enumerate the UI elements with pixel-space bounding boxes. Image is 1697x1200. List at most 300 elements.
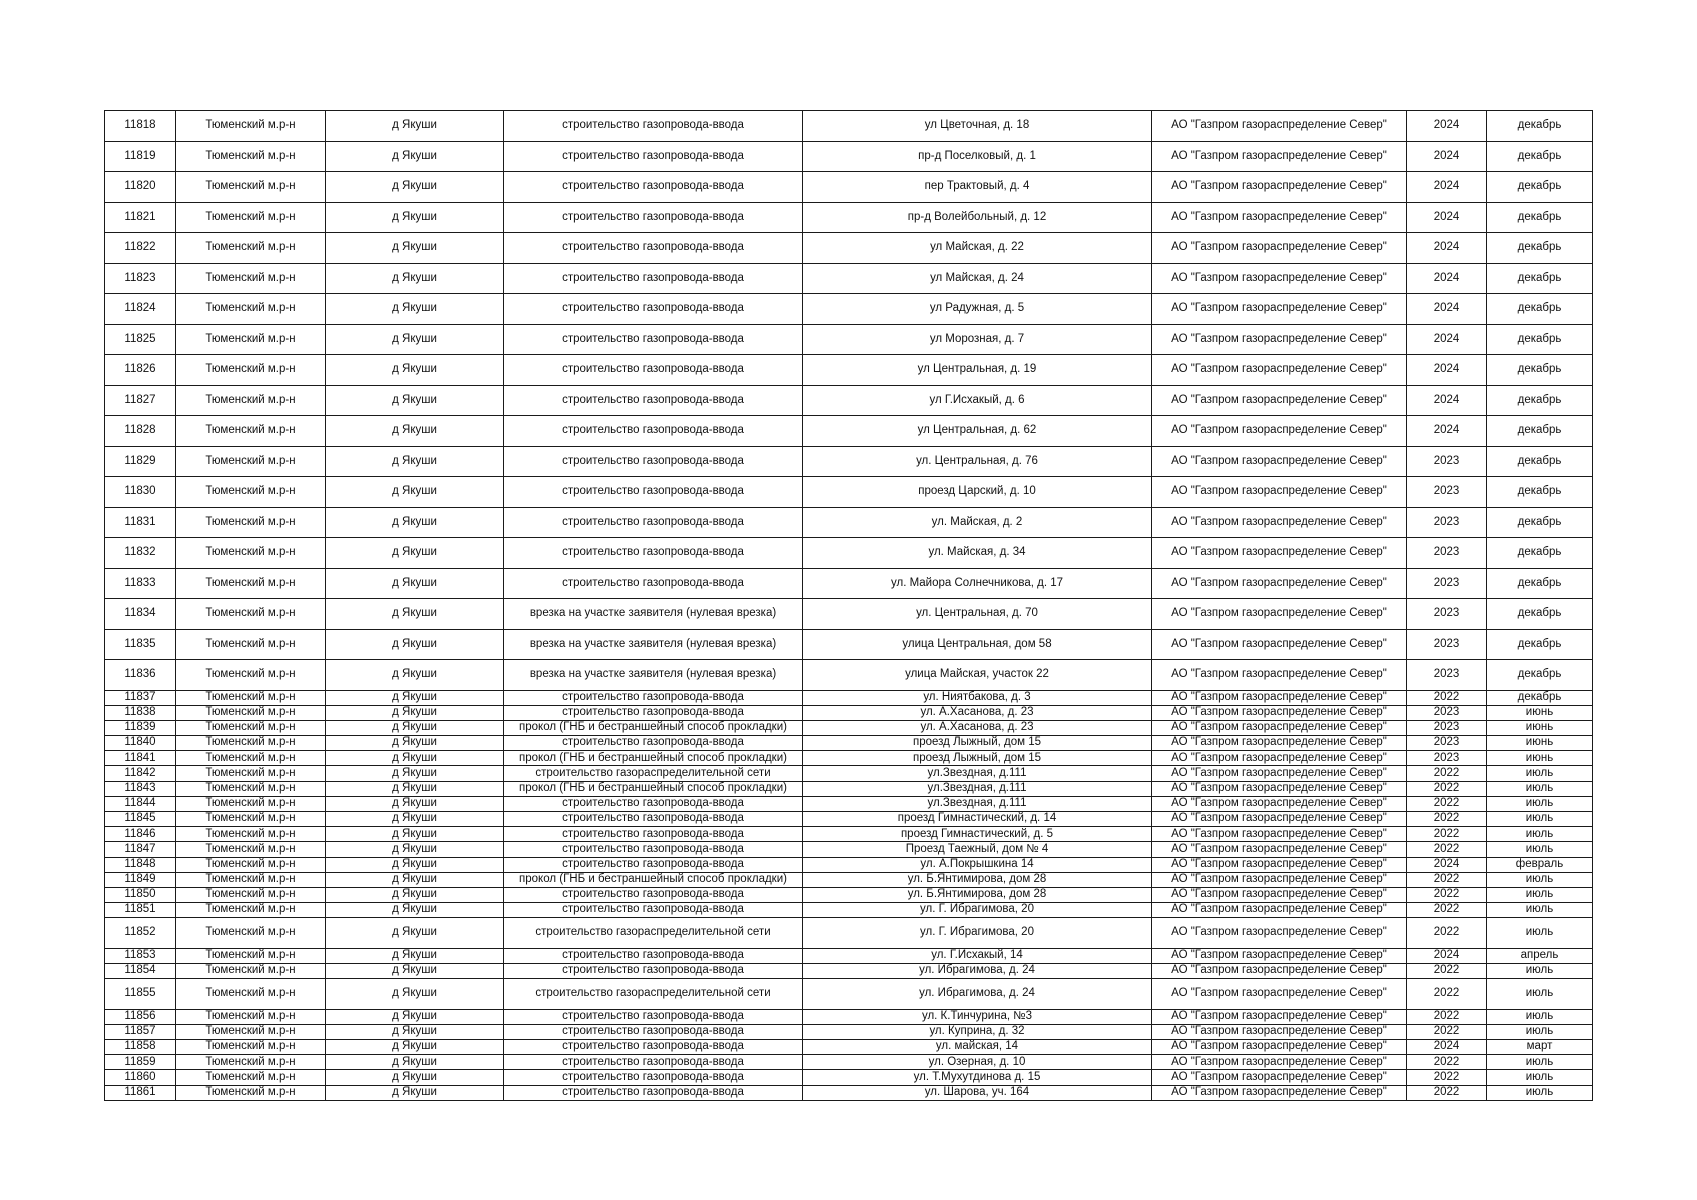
cell-village: д Якуши — [326, 385, 504, 416]
cell-month: июль — [1487, 812, 1593, 827]
cell-district: Тюменский м.р-н — [176, 736, 326, 751]
cell-village: д Якуши — [326, 903, 504, 918]
table-row — [105, 263, 1593, 294]
cell-address: ул. майская, 14 — [803, 1040, 1152, 1055]
cell-month: декабрь — [1487, 690, 1593, 705]
cell-village: д Якуши — [326, 918, 504, 949]
cell-address: ул. Майская, д. 2 — [803, 507, 1152, 538]
table-row — [105, 1055, 1593, 1070]
cell-month: июль — [1487, 1055, 1593, 1070]
cell-id: 11861 — [105, 1085, 176, 1100]
cell-month: июль — [1487, 887, 1593, 902]
table-row — [105, 385, 1593, 416]
cell-village: д Якуши — [326, 705, 504, 720]
cell-district: Тюменский м.р-н — [176, 1040, 326, 1055]
table-row — [105, 1040, 1593, 1055]
cell-village: д Якуши — [326, 766, 504, 781]
cell-organization: АО "Газпром газораспределение Север" — [1152, 507, 1407, 538]
cell-village: д Якуши — [326, 324, 504, 355]
cell-address: ул. А.Хасанова, д. 23 — [803, 720, 1152, 735]
cell-year: 2023 — [1407, 736, 1487, 751]
cell-organization: АО "Газпром газораспределение Север" — [1152, 111, 1407, 142]
cell-id: 11826 — [105, 355, 176, 386]
cell-organization: АО "Газпром газораспределение Север" — [1152, 446, 1407, 477]
table-row — [105, 964, 1593, 979]
cell-month: июль — [1487, 1024, 1593, 1039]
table-row — [105, 690, 1593, 705]
cell-work-type: врезка на участке заявителя (нулевая врезка) — [504, 629, 803, 660]
cell-village: д Якуши — [326, 781, 504, 796]
cell-address: Проезд Таежный, дом № 4 — [803, 842, 1152, 857]
table-row — [105, 720, 1593, 735]
table-row — [105, 141, 1593, 172]
cell-village: д Якуши — [326, 355, 504, 386]
table-row — [105, 736, 1593, 751]
cell-id: 11857 — [105, 1024, 176, 1039]
table-row — [105, 887, 1593, 902]
cell-month: июнь — [1487, 720, 1593, 735]
cell-year: 2022 — [1407, 1024, 1487, 1039]
cell-work-type: строительство газопровода-ввода — [504, 416, 803, 447]
cell-village: д Якуши — [326, 263, 504, 294]
cell-address: ул. К.Тинчурина, №3 — [803, 1009, 1152, 1024]
cell-district: Тюменский м.р-н — [176, 172, 326, 203]
cell-organization: АО "Газпром газораспределение Север" — [1152, 660, 1407, 691]
cell-address: ул Майская, д. 24 — [803, 263, 1152, 294]
cell-month: июль — [1487, 903, 1593, 918]
cell-year: 2022 — [1407, 1055, 1487, 1070]
cell-id: 11822 — [105, 233, 176, 264]
cell-id: 11850 — [105, 887, 176, 902]
cell-district: Тюменский м.р-н — [176, 1085, 326, 1100]
cell-address: ул. Т.Мухутдинова д. 15 — [803, 1070, 1152, 1085]
cell-year: 2023 — [1407, 660, 1487, 691]
cell-organization: АО "Газпром газораспределение Север" — [1152, 1009, 1407, 1024]
cell-month: декабрь — [1487, 629, 1593, 660]
cell-organization: АО "Газпром газораспределение Север" — [1152, 1040, 1407, 1055]
cell-organization: АО "Газпром газораспределение Север" — [1152, 903, 1407, 918]
cell-id: 11844 — [105, 796, 176, 811]
cell-address: ул Морозная, д. 7 — [803, 324, 1152, 355]
cell-address: ул. А.Покрышкина 14 — [803, 857, 1152, 872]
cell-year: 2022 — [1407, 964, 1487, 979]
table-row — [105, 629, 1593, 660]
cell-organization: АО "Газпром газораспределение Север" — [1152, 599, 1407, 630]
cell-work-type: строительство газопровода-ввода — [504, 736, 803, 751]
cell-work-type: строительство газораспределительной сети — [504, 766, 803, 781]
cell-month: декабрь — [1487, 141, 1593, 172]
cell-organization: АО "Газпром газораспределение Север" — [1152, 781, 1407, 796]
cell-month: апрель — [1487, 948, 1593, 963]
cell-year: 2024 — [1407, 111, 1487, 142]
cell-district: Тюменский м.р-н — [176, 446, 326, 477]
cell-id: 11819 — [105, 141, 176, 172]
cell-year: 2022 — [1407, 979, 1487, 1010]
cell-id: 11828 — [105, 416, 176, 447]
cell-village: д Якуши — [326, 812, 504, 827]
cell-month: июль — [1487, 1009, 1593, 1024]
cell-district: Тюменский м.р-н — [176, 629, 326, 660]
cell-district: Тюменский м.р-н — [176, 263, 326, 294]
cell-address: ул. А.Хасанова, д. 23 — [803, 705, 1152, 720]
cell-id: 11834 — [105, 599, 176, 630]
cell-year: 2024 — [1407, 202, 1487, 233]
table-row — [105, 812, 1593, 827]
cell-address: ул. Майора Солнечникова, д. 17 — [803, 568, 1152, 599]
cell-address: проезд Лыжный, дом 15 — [803, 736, 1152, 751]
cell-address: ул. Ниятбакова, д. 3 — [803, 690, 1152, 705]
cell-id: 11825 — [105, 324, 176, 355]
cell-month: декабрь — [1487, 324, 1593, 355]
cell-address: ул. Шарова, уч. 164 — [803, 1085, 1152, 1100]
cell-district: Тюменский м.р-н — [176, 1009, 326, 1024]
cell-address: пр-д Волейбольный, д. 12 — [803, 202, 1152, 233]
cell-id: 11845 — [105, 812, 176, 827]
table-row — [105, 1009, 1593, 1024]
cell-district: Тюменский м.р-н — [176, 979, 326, 1010]
cell-organization: АО "Газпром газораспределение Север" — [1152, 736, 1407, 751]
table-row — [105, 355, 1593, 386]
cell-village: д Якуши — [326, 172, 504, 203]
cell-village: д Якуши — [326, 751, 504, 766]
cell-district: Тюменский м.р-н — [176, 599, 326, 630]
table-row — [105, 324, 1593, 355]
cell-organization: АО "Газпром газораспределение Север" — [1152, 172, 1407, 203]
table-row — [105, 751, 1593, 766]
cell-village: д Якуши — [326, 857, 504, 872]
cell-id: 11824 — [105, 294, 176, 325]
table-row — [105, 1070, 1593, 1085]
cell-village: д Якуши — [326, 416, 504, 447]
cell-work-type: строительство газопровода-ввода — [504, 446, 803, 477]
cell-organization: АО "Газпром газораспределение Север" — [1152, 416, 1407, 447]
cell-organization: АО "Газпром газораспределение Север" — [1152, 842, 1407, 857]
cell-month: декабрь — [1487, 416, 1593, 447]
cell-work-type: строительство газопровода-ввода — [504, 263, 803, 294]
cell-district: Тюменский м.р-н — [176, 324, 326, 355]
cell-id: 11852 — [105, 918, 176, 949]
cell-month: июль — [1487, 766, 1593, 781]
cell-id: 11831 — [105, 507, 176, 538]
cell-year: 2024 — [1407, 1040, 1487, 1055]
cell-work-type: строительство газопровода-ввода — [504, 1024, 803, 1039]
cell-village: д Якуши — [326, 948, 504, 963]
cell-id: 11838 — [105, 705, 176, 720]
cell-address: ул. Куприна, д. 32 — [803, 1024, 1152, 1039]
cell-district: Тюменский м.р-н — [176, 842, 326, 857]
cell-district: Тюменский м.р-н — [176, 766, 326, 781]
cell-work-type: строительство газопровода-ввода — [504, 1055, 803, 1070]
cell-month: декабрь — [1487, 660, 1593, 691]
cell-village: д Якуши — [326, 887, 504, 902]
cell-village: д Якуши — [326, 507, 504, 538]
cell-address: ул. Озерная, д. 10 — [803, 1055, 1152, 1070]
cell-id: 11858 — [105, 1040, 176, 1055]
table-row — [105, 857, 1593, 872]
cell-organization: АО "Газпром газораспределение Север" — [1152, 857, 1407, 872]
cell-year: 2022 — [1407, 766, 1487, 781]
cell-organization: АО "Газпром газораспределение Север" — [1152, 796, 1407, 811]
cell-village: д Якуши — [326, 1040, 504, 1055]
cell-address: ул.Звездная, д.111 — [803, 781, 1152, 796]
cell-work-type: строительство газопровода-ввода — [504, 324, 803, 355]
table-row — [105, 172, 1593, 203]
cell-month: июль — [1487, 796, 1593, 811]
cell-district: Тюменский м.р-н — [176, 477, 326, 508]
cell-village: д Якуши — [326, 111, 504, 142]
cell-work-type: строительство газопровода-ввода — [504, 1040, 803, 1055]
cell-id: 11820 — [105, 172, 176, 203]
cell-month: июль — [1487, 979, 1593, 1010]
cell-address: проезд Лыжный, дом 15 — [803, 751, 1152, 766]
cell-work-type: строительство газопровода-ввода — [504, 477, 803, 508]
cell-address: ул Майская, д. 22 — [803, 233, 1152, 264]
cell-id: 11856 — [105, 1009, 176, 1024]
cell-organization: АО "Газпром газораспределение Север" — [1152, 887, 1407, 902]
cell-address: ул.Звездная, д.111 — [803, 766, 1152, 781]
cell-year: 2024 — [1407, 263, 1487, 294]
cell-district: Тюменский м.р-н — [176, 903, 326, 918]
cell-year: 2024 — [1407, 416, 1487, 447]
cell-address: ул. Центральная, д. 76 — [803, 446, 1152, 477]
cell-organization: АО "Газпром газораспределение Север" — [1152, 1085, 1407, 1100]
cell-month: декабрь — [1487, 233, 1593, 264]
cell-month: июль — [1487, 842, 1593, 857]
cell-address: ул. Б.Янтимирова, дом 28 — [803, 887, 1152, 902]
table-row — [105, 507, 1593, 538]
cell-month: декабрь — [1487, 538, 1593, 569]
cell-village: д Якуши — [326, 796, 504, 811]
cell-village: д Якуши — [326, 477, 504, 508]
table-row — [105, 568, 1593, 599]
cell-organization: АО "Газпром газораспределение Север" — [1152, 538, 1407, 569]
cell-month: июль — [1487, 1070, 1593, 1085]
cell-address: ул. Г. Ибрагимова, 20 — [803, 903, 1152, 918]
table-row — [105, 477, 1593, 508]
cell-month: декабрь — [1487, 507, 1593, 538]
cell-district: Тюменский м.р-н — [176, 918, 326, 949]
cell-village: д Якуши — [326, 141, 504, 172]
cell-organization: АО "Газпром газораспределение Север" — [1152, 812, 1407, 827]
cell-work-type: строительство газопровода-ввода — [504, 796, 803, 811]
cell-year: 2024 — [1407, 172, 1487, 203]
cell-village: д Якуши — [326, 1070, 504, 1085]
cell-address: ул Центральная, д. 62 — [803, 416, 1152, 447]
cell-month: декабрь — [1487, 385, 1593, 416]
cell-month: декабрь — [1487, 172, 1593, 203]
cell-month: июль — [1487, 872, 1593, 887]
cell-district: Тюменский м.р-н — [176, 887, 326, 902]
cell-id: 11839 — [105, 720, 176, 735]
cell-village: д Якуши — [326, 660, 504, 691]
cell-organization: АО "Газпром газораспределение Север" — [1152, 294, 1407, 325]
cell-work-type: строительство газопровода-ввода — [504, 172, 803, 203]
cell-year: 2022 — [1407, 781, 1487, 796]
cell-id: 11829 — [105, 446, 176, 477]
cell-id: 11837 — [105, 690, 176, 705]
cell-month: июль — [1487, 781, 1593, 796]
cell-id: 11860 — [105, 1070, 176, 1085]
cell-address: ул. Майская, д. 34 — [803, 538, 1152, 569]
cell-district: Тюменский м.р-н — [176, 538, 326, 569]
cell-id: 11833 — [105, 568, 176, 599]
cell-village: д Якуши — [326, 964, 504, 979]
cell-district: Тюменский м.р-н — [176, 568, 326, 599]
cell-address: улица Центральная, дом 58 — [803, 629, 1152, 660]
cell-village: д Якуши — [326, 720, 504, 735]
cell-month: июль — [1487, 827, 1593, 842]
cell-year: 2023 — [1407, 720, 1487, 735]
cell-address: ул.Звездная, д.111 — [803, 796, 1152, 811]
cell-organization: АО "Газпром газораспределение Север" — [1152, 751, 1407, 766]
cell-village: д Якуши — [326, 842, 504, 857]
cell-work-type: строительство газопровода-ввода — [504, 294, 803, 325]
cell-id: 11846 — [105, 827, 176, 842]
cell-address: ул. Ибрагимова, д. 24 — [803, 964, 1152, 979]
cell-address: ул. Г. Ибрагимова, 20 — [803, 918, 1152, 949]
cell-year: 2024 — [1407, 355, 1487, 386]
cell-work-type: врезка на участке заявителя (нулевая врезка) — [504, 599, 803, 630]
cell-address: пер Трактовый, д. 4 — [803, 172, 1152, 203]
cell-work-type: строительство газопровода-ввода — [504, 1085, 803, 1100]
cell-district: Тюменский м.р-н — [176, 948, 326, 963]
cell-organization: АО "Газпром газораспределение Север" — [1152, 705, 1407, 720]
cell-year: 2024 — [1407, 857, 1487, 872]
cell-organization: АО "Газпром газораспределение Север" — [1152, 568, 1407, 599]
table-row — [105, 538, 1593, 569]
table-body — [105, 111, 1593, 1101]
cell-organization: АО "Газпром газораспределение Север" — [1152, 964, 1407, 979]
cell-id: 11849 — [105, 872, 176, 887]
cell-village: д Якуши — [326, 446, 504, 477]
cell-id: 11859 — [105, 1055, 176, 1070]
cell-district: Тюменский м.р-н — [176, 507, 326, 538]
cell-organization: АО "Газпром газораспределение Север" — [1152, 629, 1407, 660]
cell-district: Тюменский м.р-н — [176, 141, 326, 172]
cell-year: 2022 — [1407, 812, 1487, 827]
cell-year: 2024 — [1407, 324, 1487, 355]
cell-month: декабрь — [1487, 111, 1593, 142]
cell-work-type: строительство газопровода-ввода — [504, 1070, 803, 1085]
cell-year: 2024 — [1407, 385, 1487, 416]
cell-month: декабрь — [1487, 294, 1593, 325]
cell-work-type: прокол (ГНБ и бестраншейный способ прокладки) — [504, 720, 803, 735]
cell-id: 11847 — [105, 842, 176, 857]
table-row — [105, 202, 1593, 233]
cell-district: Тюменский м.р-н — [176, 720, 326, 735]
cell-district: Тюменский м.р-н — [176, 1070, 326, 1085]
cell-year: 2022 — [1407, 1070, 1487, 1085]
cell-organization: АО "Газпром газораспределение Север" — [1152, 233, 1407, 264]
cell-village: д Якуши — [326, 1085, 504, 1100]
cell-work-type: строительство газопровода-ввода — [504, 111, 803, 142]
cell-address: ул. Б.Янтимирова, дом 28 — [803, 872, 1152, 887]
cell-year: 2024 — [1407, 233, 1487, 264]
document-page — [104, 110, 1592, 1101]
cell-address: ул Радужная, д. 5 — [803, 294, 1152, 325]
cell-village: д Якуши — [326, 568, 504, 599]
cell-year: 2023 — [1407, 538, 1487, 569]
cell-work-type: строительство газопровода-ввода — [504, 568, 803, 599]
cell-year: 2023 — [1407, 507, 1487, 538]
cell-work-type: строительство газопровода-ввода — [504, 948, 803, 963]
cell-month: декабрь — [1487, 568, 1593, 599]
cell-district: Тюменский м.р-н — [176, 705, 326, 720]
cell-year: 2022 — [1407, 887, 1487, 902]
cell-work-type: строительство газопровода-ввода — [504, 141, 803, 172]
cell-year: 2023 — [1407, 751, 1487, 766]
cell-year: 2024 — [1407, 141, 1487, 172]
cell-work-type: строительство газопровода-ввода — [504, 507, 803, 538]
cell-village: д Якуши — [326, 979, 504, 1010]
cell-work-type: строительство газопровода-ввода — [504, 705, 803, 720]
cell-id: 11840 — [105, 736, 176, 751]
cell-year: 2023 — [1407, 705, 1487, 720]
cell-id: 11843 — [105, 781, 176, 796]
cell-month: июнь — [1487, 705, 1593, 720]
cell-village: д Якуши — [326, 233, 504, 264]
cell-organization: АО "Газпром газораспределение Север" — [1152, 979, 1407, 1010]
table-row — [105, 872, 1593, 887]
cell-work-type: строительство газопровода-ввода — [504, 887, 803, 902]
cell-organization: АО "Газпром газораспределение Север" — [1152, 202, 1407, 233]
cell-address: пр-д Поселковый, д. 1 — [803, 141, 1152, 172]
cell-organization: АО "Газпром газораспределение Север" — [1152, 720, 1407, 735]
cell-organization: АО "Газпром газораспределение Север" — [1152, 477, 1407, 508]
cell-month: декабрь — [1487, 599, 1593, 630]
cell-year: 2023 — [1407, 599, 1487, 630]
cell-year: 2022 — [1407, 827, 1487, 842]
cell-organization: АО "Газпром газораспределение Север" — [1152, 690, 1407, 705]
cell-year: 2023 — [1407, 568, 1487, 599]
cell-year: 2022 — [1407, 872, 1487, 887]
cell-id: 11835 — [105, 629, 176, 660]
cell-work-type: строительство газопровода-ввода — [504, 842, 803, 857]
table-row — [105, 918, 1593, 949]
table-row — [105, 827, 1593, 842]
cell-organization: АО "Газпром газораспределение Север" — [1152, 1055, 1407, 1070]
cell-organization: АО "Газпром газораспределение Север" — [1152, 918, 1407, 949]
cell-month: июль — [1487, 964, 1593, 979]
cell-id: 11848 — [105, 857, 176, 872]
table-row — [105, 233, 1593, 264]
cell-work-type: строительство газопровода-ввода — [504, 538, 803, 569]
cell-id: 11853 — [105, 948, 176, 963]
cell-id: 11842 — [105, 766, 176, 781]
cell-organization: АО "Газпром газораспределение Север" — [1152, 1024, 1407, 1039]
cell-id: 11818 — [105, 111, 176, 142]
cell-work-type: строительство газораспределительной сети — [504, 979, 803, 1010]
table-row — [105, 599, 1593, 630]
cell-month: декабрь — [1487, 355, 1593, 386]
cell-organization: АО "Газпром газораспределение Север" — [1152, 324, 1407, 355]
cell-year: 2022 — [1407, 690, 1487, 705]
cell-village: д Якуши — [326, 1009, 504, 1024]
cell-organization: АО "Газпром газораспределение Север" — [1152, 948, 1407, 963]
cell-address: ул Центральная, д. 19 — [803, 355, 1152, 386]
cell-organization: АО "Газпром газораспределение Север" — [1152, 141, 1407, 172]
table-row — [105, 294, 1593, 325]
cell-month: февраль — [1487, 857, 1593, 872]
cell-district: Тюменский м.р-н — [176, 294, 326, 325]
cell-work-type: врезка на участке заявителя (нулевая врезка) — [504, 660, 803, 691]
cell-work-type: строительство газопровода-ввода — [504, 857, 803, 872]
cell-district: Тюменский м.р-н — [176, 796, 326, 811]
cell-work-type: строительство газопровода-ввода — [504, 690, 803, 705]
cell-organization: АО "Газпром газораспределение Север" — [1152, 385, 1407, 416]
cell-district: Тюменский м.р-н — [176, 857, 326, 872]
table-row — [105, 796, 1593, 811]
